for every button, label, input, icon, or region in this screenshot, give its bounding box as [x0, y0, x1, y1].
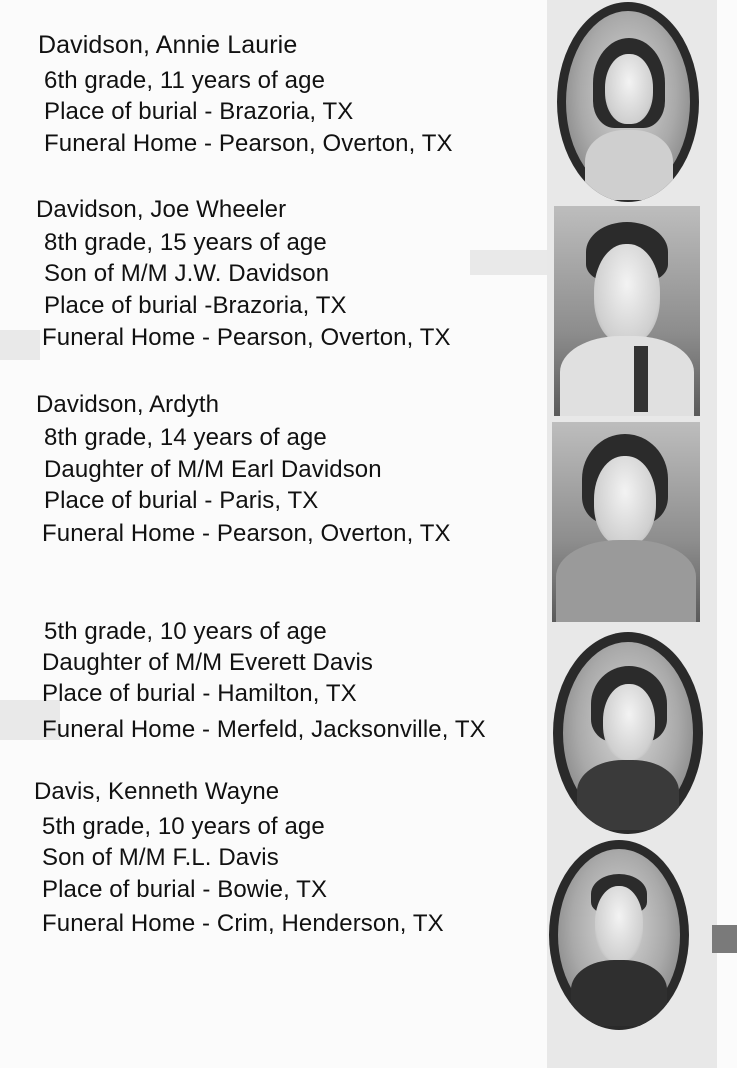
entry-grade: 6th grade, 11 years of age	[44, 67, 326, 94]
entry-name: Davidson, Joe Wheeler	[36, 196, 287, 223]
entry-funeral-home: Funeral Home - Merfeld, Jacksonville, TX	[42, 716, 486, 743]
edge-marker	[712, 925, 737, 953]
entry-burial: Place of burial -Brazoria, TX	[44, 292, 347, 319]
entry-funeral-home: Funeral Home - Crim, Henderson, TX	[42, 910, 444, 937]
entry-funeral-home: Funeral Home - Pearson, Overton, TX	[44, 130, 453, 157]
portrait-kenneth-wayne	[549, 840, 689, 1030]
entry-parents: Son of M/M F.L. Davis	[42, 844, 279, 871]
paper-scuff	[0, 330, 40, 360]
entry-grade: 5th grade, 10 years of age	[42, 813, 325, 840]
entry-grade: 8th grade, 15 years of age	[44, 229, 327, 256]
entry-parents: Daughter of M/M Earl Davidson	[44, 456, 382, 483]
portrait-davis-girl	[553, 632, 703, 834]
portrait-joe-wheeler	[554, 206, 700, 416]
entry-grade: 8th grade, 14 years of age	[44, 424, 327, 451]
entry-name: Davidson, Annie Laurie	[38, 31, 298, 59]
entry-burial: Place of burial - Hamilton, TX	[42, 680, 357, 707]
entry-burial: Place of burial - Brazoria, TX	[44, 98, 354, 125]
entry-burial: Place of burial - Paris, TX	[44, 487, 319, 514]
portrait-ardyth	[552, 422, 700, 622]
entry-burial: Place of burial - Bowie, TX	[42, 876, 328, 903]
entry-name: Davis, Kenneth Wayne	[34, 778, 280, 805]
entry-funeral-home: Funeral Home - Pearson, Overton, TX	[42, 324, 451, 351]
entry-grade: 5th grade, 10 years of age	[44, 618, 327, 645]
portrait-annie-laurie	[557, 2, 699, 202]
entry-name: Davidson, Ardyth	[36, 391, 220, 418]
entry-funeral-home: Funeral Home - Pearson, Overton, TX	[42, 520, 451, 547]
tie-icon	[634, 346, 648, 412]
paper-scuff	[470, 250, 550, 275]
entry-parents: Daughter of M/M Everett Davis	[42, 649, 374, 676]
entry-parents: Son of M/M J.W. Davidson	[44, 260, 330, 287]
